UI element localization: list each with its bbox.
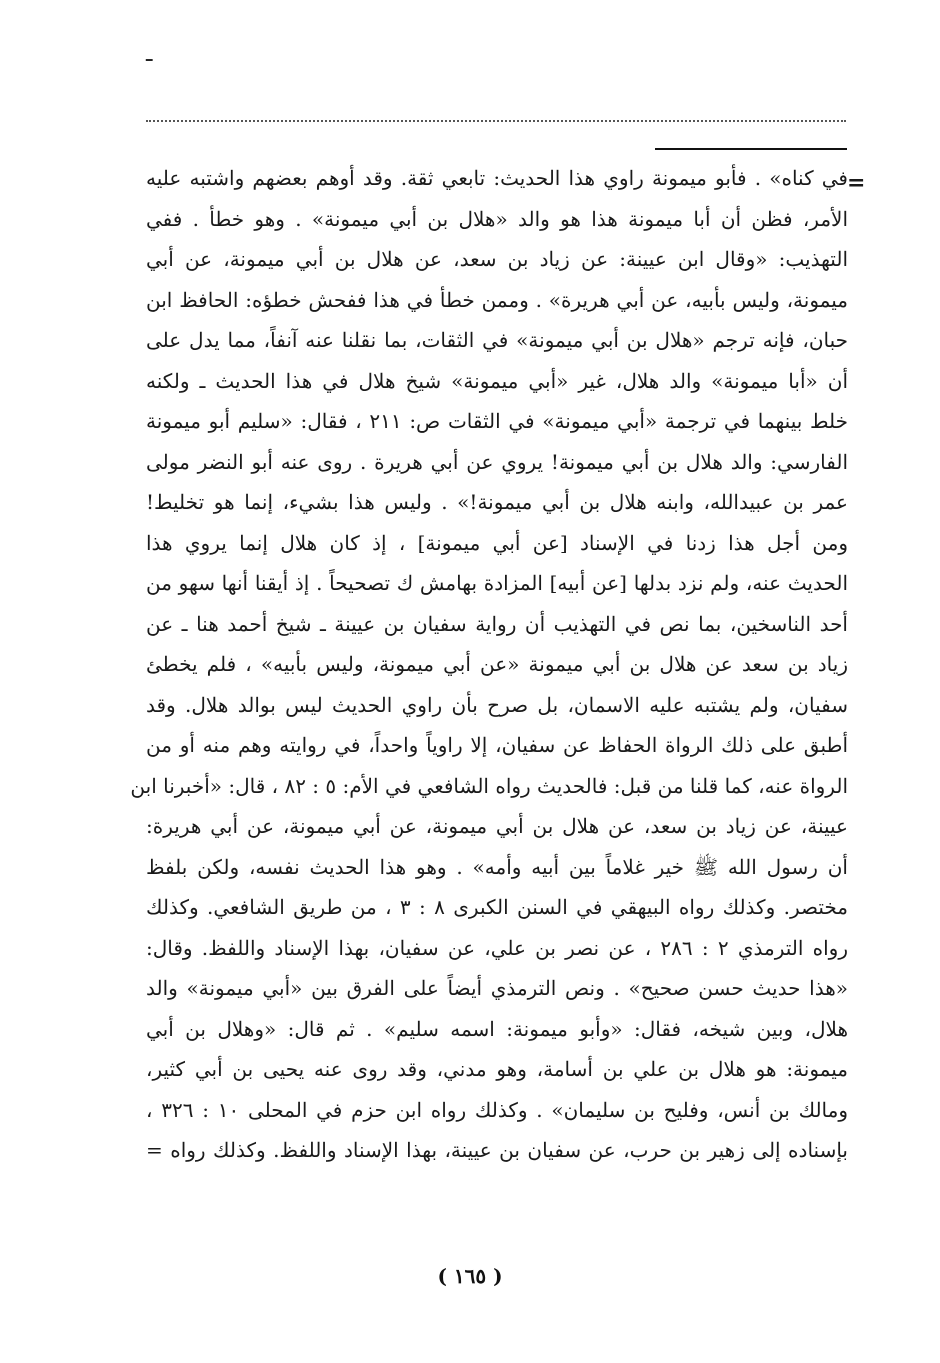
- text-line: الرواة عنه، كما قلنا من قبل: فالحديث رواه الشافعي في الأم: ٥ : ٨٢ ، قال: «أخبرنا ابن: [130, 773, 848, 798]
- text-line: ميمونة: هو هلال بن علي بن أسامة، وهو مدني، وقد روى عنه يحيى بن أبي كثير،: [146, 1057, 848, 1081]
- footnote-text-block: [130, 158, 849, 1171]
- header-dotted-rule: [146, 120, 846, 122]
- text-line: أحد الناسخين، بما نص في التهذيب أن رواية سفيان بن عيينة ـ شيخ أحمد هنا ـ عن: [146, 611, 848, 636]
- text-line: «هذا حديث حسن صحيح» . ونص الترمذي أيضاً على الفرق بين «أبي ميمونة» والد: [146, 976, 848, 1000]
- text-line: عمر بن عبيدالله، وابنه هلال بن أبي ميمونة!» . وليس هذا بشيء، إنما هو تخليط!: [146, 490, 848, 514]
- footnote-separator-rule: [655, 148, 847, 150]
- text-line: أطبق على ذلك الرواة الحفاظ عن سفيان، إلا راوياً واحداً، في روايته وهم منه أو من: [146, 733, 848, 757]
- text-line: الحديث عنه، ولم نزد بدلها [عن أبيه] المزادة بهامش ك تصحيحاً . إذ أيقنا أنها سهو من: [146, 571, 848, 595]
- text-line: ميمونة، وليس بأبيه، عن أبي هريرة» . وممن خطأ في هذا ففحش خطؤه: الحافظ ابن: [146, 287, 848, 312]
- text-line: عيينة، عن زياد بن سعد، عن هلال بن أبي ميمونة، عن أبي ميمونة، عن أبي هريرة:: [146, 814, 848, 838]
- text-line: مختصر. وكذلك رواه البيهقي في السنن الكبرى ٨ : ٣ ، من طريق الشافعي. وكذلك: [146, 895, 848, 919]
- text-line: في كناه» . فأبو ميمونة راوي هذا الحديث: تابعي ثقة. وقد أوهم بعضهم واشتبه عليه: [146, 166, 848, 190]
- text-line: أن «أبا ميمونة» والد هلال، غير «أبي ميمونة» شيخ هلال في هذا الحديث ـ ولكنه: [146, 368, 849, 393]
- page-number: ( ١٦٥ ): [437, 1264, 503, 1288]
- text-line: بإسناده إلى زهير بن حرب، عن سفيان بن عيينة، بهذا الإسناد واللفظ. وكذلك رواه =: [146, 1138, 848, 1162]
- text-line: هلال، وبين شيخه، فقال: «وأبو ميمونة: اسمه سليم» . ثم قال: «وهلال بن أبي: [146, 1016, 848, 1041]
- text-line: التهذيب: «وقال ابن عيينة: عن زياد بن سعد، عن هلال بن أبي ميمونة، عن أبي: [146, 247, 848, 271]
- text-line: سفيان، ولم يشتبه عليه الاسمان، بل صرح بأن راوي الحديث ليس بوالد هلال. وقد: [146, 692, 848, 717]
- text-line: خلط بينهما في ترجمة «أبي ميمونة» في الثقات ص: ٢١١ ، فقال: «سليم أبو ميمونة: [146, 409, 848, 433]
- text-line: الفارسي: والد هلال بن أبي ميمونة! يروي عن أبي هريرة . روى عنه أبو النضر مولى: [146, 449, 848, 474]
- text-line: زياد بن سعد عن هلال بن أبي ميمونة «عن أبي ميمونة، وليس بأبيه» ، فلم يخطئ: [146, 652, 849, 676]
- corner-mark: ـ: [146, 42, 153, 67]
- text-line: حبان، فإنه ترجم «هلال بن أبي ميمونة» في الثقات، بما نقلنا عنه آنفاً، مما يدل على: [146, 328, 848, 352]
- text-line: الأمر، فظن أن أبا ميمونة هذا هو والد «هلال بن أبي ميمونة» . وهو خطأ . ففي: [146, 206, 848, 231]
- text-line: ومالك بن أنس، وفليح بن سليمان» . وكذلك رواه ابن حزم في المحلى ١٠ : ٣٢٦ ،: [146, 1097, 849, 1122]
- text-line: أن رسول الله ﷺ خير غلاماً بين أبيه وأمه» . وهو هذا الحديث نفسه، ولكن بلفظ: [146, 854, 848, 879]
- text-line: ومن أجل هذا زدنا في الإسناد [عن أبي ميمونة] ، إذ كان هلال إنما يروي هذا: [146, 530, 848, 555]
- footnote-continuation-mark: =: [847, 170, 866, 196]
- text-line: رواه الترمذي ٢ : ٢٨٦ ، عن نصر بن علي، عن سفيان، بهذا الإسناد واللفظ. وقال:: [146, 935, 849, 960]
